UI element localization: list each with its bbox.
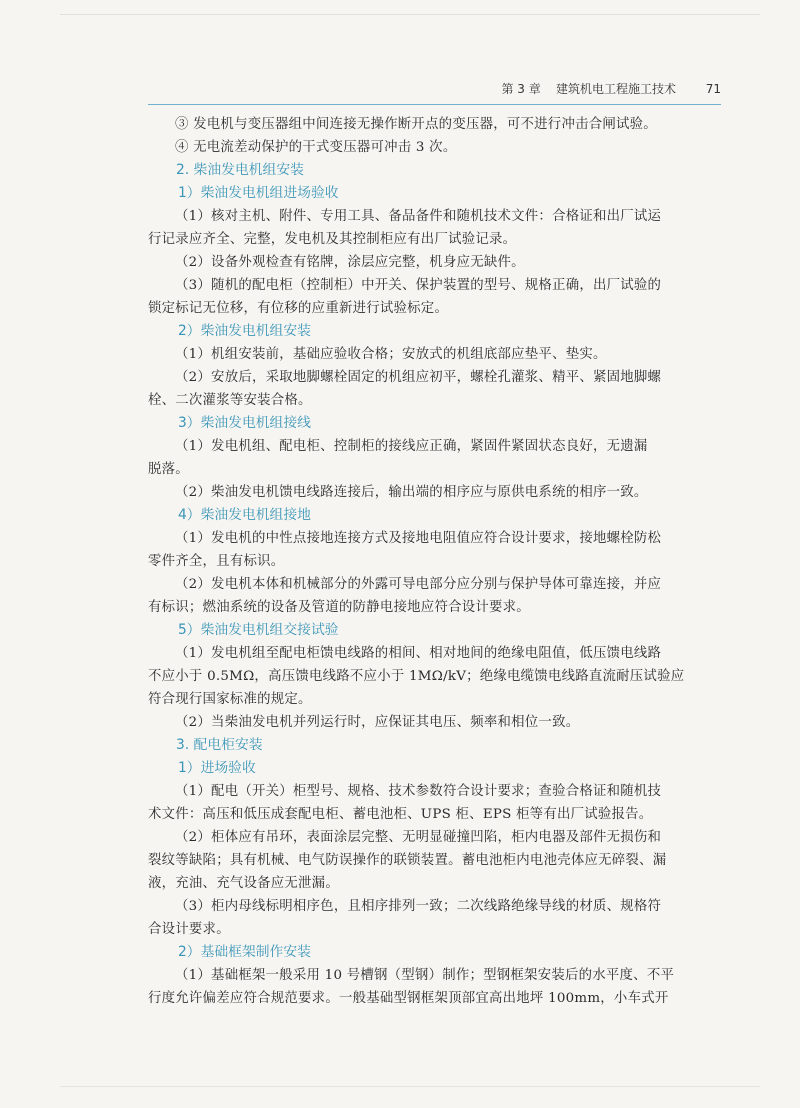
text-line: 脱落。 (148, 462, 189, 477)
subsection-heading: 5）柴油发电机组交接试验 (178, 622, 339, 638)
subsection-heading: 3）柴油发电机组接线 (178, 415, 311, 431)
text-line: （2）发电机本体和机械部分的外露可导电部分应分别与保护导体可靠连接，并应 (175, 577, 662, 592)
text-line: 合设计要求。 (148, 922, 230, 937)
text-line: 液，充油、充气设备应无泄漏。 (148, 876, 339, 891)
subsection-heading: 2）基础框架制作安装 (178, 944, 311, 960)
text-line: （1）发电机组、配电柜、控制柜的接线应正确，紧固件紧固状态良好，无遗漏 (175, 439, 648, 454)
text-line: ④ 无电流差动保护的干式变压器可冲击 3 次。 (175, 140, 457, 155)
text-line: 不应小于 0.5MΩ，高压馈电线路不应小于 1MΩ/kV；绝缘电缆馈电线路直流耐压试验应 (148, 669, 685, 684)
running-header (148, 80, 721, 102)
text-line: （2）柴油发电机馈电线路连接后，输出端的相序应与原供电系统的相序一致。 (175, 485, 648, 500)
text-line: 零件齐全，且有标识。 (148, 554, 285, 569)
text-line: 栓、二次灌浆等安装合格。 (148, 393, 312, 408)
chapter-number: 第 3 章 (501, 82, 541, 96)
text-line: 锁定标记无位移，有位移的应重新进行试验标定。 (148, 301, 449, 316)
text-line: 行记录应齐全、完整，发电机及其控制柜应有出厂试验记录。 (148, 232, 517, 247)
text-line: （1）基础框架一般采用 10 号槽钢（型钢）制作；型钢框架安装后的水平度、不平 (175, 968, 675, 983)
text-line: 有标识；燃油系统的设备及管道的防静电接地应符合设计要求。 (148, 600, 530, 615)
text-line: 裂纹等缺陷；具有机械、电气防误操作的联锁装置。蓄电池柜内电池壳体应无碎裂、漏 (148, 853, 667, 868)
text-line: （2）安放后，采取地脚螺栓固定的机组应初平，螺栓孔灌浆、精平、紧固地脚螺 (175, 370, 662, 385)
text-line: （3）随机的配电柜（控制柜）中开关、保护装置的型号、规格正确，出厂试验的 (175, 278, 662, 293)
subsection-heading: 1）进场验收 (178, 760, 256, 776)
page-bottom-edge (60, 1086, 760, 1087)
text-line: （1）机组安装前，基础应验收合格；安放式的机组底部应垫平、垫实。 (175, 347, 607, 362)
header-rule (148, 104, 721, 105)
section-heading: 3. 配电柜安装 (176, 737, 263, 753)
body-text (148, 113, 718, 1010)
subsection-heading: 2）柴油发电机组安装 (178, 323, 311, 339)
text-line: （1）核对主机、附件、专用工具、备品备件和随机技术文件：合格证和出厂试运 (175, 209, 662, 224)
page-number: 71 (705, 82, 721, 96)
text-line: （2）设备外观检查有铭牌，涂层应完整，机身应无缺件。 (175, 255, 525, 270)
text-line: （1）发电机的中性点接地连接方式及接地电阻值应符合设计要求，接地螺栓防松 (175, 531, 662, 546)
text-line: （1）发电机组至配电柜馈电线路的相间、相对地间的绝缘电阻值，低压馈电线路 (175, 646, 662, 661)
text-line: 符合现行国家标准的规定。 (148, 692, 312, 707)
text-line: （2）当柴油发电机并列运行时，应保证其电压、频率和相位一致。 (175, 715, 580, 730)
chapter-title: 建筑机电工程施工技术 (556, 82, 677, 96)
subsection-heading: 1）柴油发电机组进场验收 (178, 185, 339, 201)
text-line: ③ 发电机与变压器组中间连接无操作断开点的变压器，可不进行冲击合闸试验。 (175, 117, 657, 132)
page-top-edge (60, 14, 760, 15)
text-line: 行度允许偏差应符合规范要求。一般基础型钢框架顶部宜高出地坪 100mm，小车式开 (148, 991, 669, 1006)
text-line: （3）柜内母线标明相序色，且相序排列一致；二次线路绝缘导线的材质、规格符 (175, 899, 662, 914)
text-line: （2）柜体应有吊环，表面涂层完整、无明显碰撞凹陷，柜内电器及部件无损伤和 (175, 830, 662, 845)
section-heading: 2. 柴油发电机组安装 (176, 162, 304, 178)
subsection-heading: 4）柴油发电机组接地 (178, 507, 311, 523)
text-line: 术文件：高压和低压成套配电柜、蓄电池柜、UPS 柜、EPS 柜等有出厂试验报告。 (148, 807, 653, 822)
text-line: （1）配电（开关）柜型号、规格、技术参数符合设计要求；查验合格证和随机技 (175, 784, 662, 799)
